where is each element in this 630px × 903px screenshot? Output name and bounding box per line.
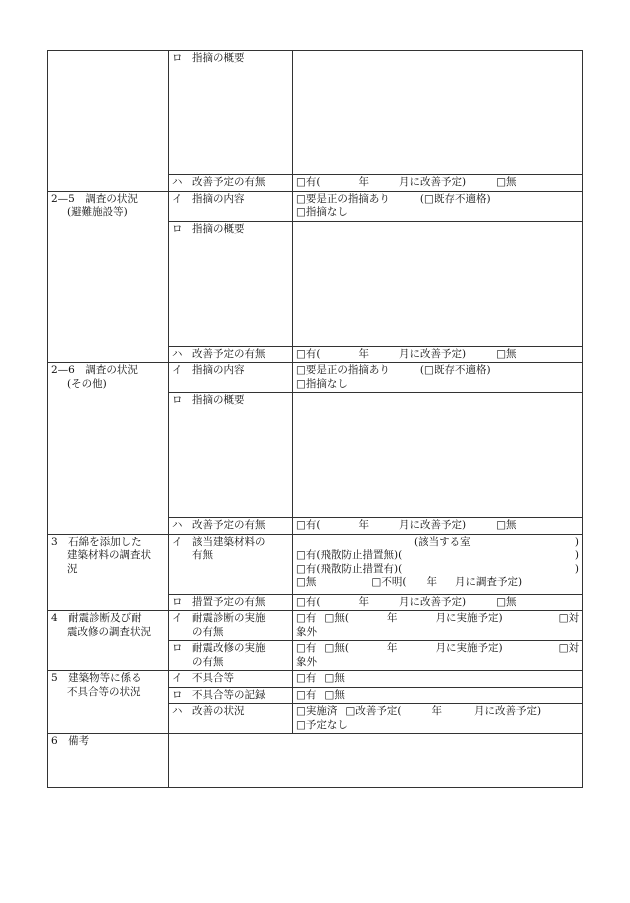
s4-title-cell xyxy=(48,611,169,671)
s3-title-line1: 3 石綿を添加した xyxy=(51,535,142,548)
s4-ro-yes[interactable]: □有 xyxy=(296,642,317,654)
s5-title-line2: 不具合等の状況 xyxy=(67,685,141,698)
s3-i-label-line2: 有無 xyxy=(192,549,213,561)
s3-i-row xyxy=(48,534,583,594)
s5-title-cell xyxy=(48,671,169,734)
s4-i-mark: イ xyxy=(172,612,183,624)
s25-ro-label: 指摘の概要 xyxy=(192,222,245,235)
s26-ha-mark: ハ xyxy=(172,519,183,531)
s4-i-label-line1: 耐震診断の実施 xyxy=(192,612,266,624)
s24-ro-label: 指摘の概要 xyxy=(192,52,245,64)
s25-summary-cell[interactable] xyxy=(293,221,583,346)
s3-ro-label: 措置予定の有無 xyxy=(192,595,266,608)
s4-i-month: 月に実施予定) xyxy=(435,612,503,624)
s5-i-row xyxy=(48,671,583,688)
s5-ha-month: 月に改善予定) xyxy=(473,705,542,717)
s26-opt-none[interactable]: □指摘なし xyxy=(296,377,348,390)
s4-title-line2: 震改修の調査状況 xyxy=(67,625,151,638)
s26-i-label: 指摘の内容 xyxy=(192,364,245,376)
s26-opt-existing[interactable]: (□既存不適格) xyxy=(419,364,491,376)
s6-remarks-cell[interactable] xyxy=(169,734,583,788)
s3-opt-none[interactable]: □無 xyxy=(296,576,317,588)
s3-year: 年 xyxy=(426,576,437,588)
s25-title-cell xyxy=(48,191,169,363)
s3-ro-month: 月に改善予定) xyxy=(399,595,467,608)
s25-ha-mark: ハ xyxy=(172,347,183,360)
s3-opt-measure-close: ) xyxy=(574,562,579,575)
s24-improvement-plan[interactable] xyxy=(293,175,583,192)
s3-ro-no[interactable]: □無 xyxy=(496,595,517,608)
s24-ha-yes[interactable]: □有( xyxy=(296,176,321,188)
s5-i-mark: イ xyxy=(172,672,183,684)
s4-ro-year: 年 xyxy=(386,642,398,654)
s25-subtitle: (避難施設等) xyxy=(67,206,128,218)
s25-ha-no[interactable]: □無 xyxy=(496,347,517,360)
s4-ro-month: 月に実施予定) xyxy=(435,642,503,654)
s24-ha-month: 月に改善予定) xyxy=(399,176,467,188)
s5-defects-cell xyxy=(293,671,583,688)
s25-opt-correction[interactable]: □要是正の指摘あり xyxy=(296,192,390,205)
s6-title-cell xyxy=(48,734,169,788)
s4-i-exempt[interactable]: □対 xyxy=(558,612,579,624)
s5-ha-year: 年 xyxy=(431,705,442,717)
s24-ha-year: 年 xyxy=(358,176,370,188)
s3-opt-no-measure[interactable]: □有(飛散防止措置無)( xyxy=(296,549,403,561)
s3-room-close: ) xyxy=(574,535,579,548)
s4-ro-no[interactable]: □無( xyxy=(324,642,349,654)
s4-i-no[interactable]: □無( xyxy=(324,612,349,624)
s5-improvement-cell xyxy=(293,704,583,734)
s4-title-line1: 4 耐震診断及び耐 xyxy=(51,612,142,624)
s25-ha-yes[interactable]: □有( xyxy=(296,347,321,360)
s5-ro-mark: ロ xyxy=(172,688,183,701)
s4-retrofit-cell xyxy=(293,641,583,671)
s5-title-line1: 5 建築物等に係る xyxy=(51,672,142,684)
s24-ha-label: 改善予定の有無 xyxy=(192,176,266,188)
s3-title-line3: 況 xyxy=(67,562,78,575)
s25-i-label: 指摘の内容 xyxy=(192,192,245,205)
s5-i-yes[interactable]: □有 xyxy=(296,672,317,684)
s26-subtitle: (その他) xyxy=(67,377,107,390)
s4-diagnosis-cell xyxy=(293,611,583,641)
s3-ro-yes[interactable]: □有( xyxy=(296,595,321,608)
s26-ro-mark: ロ xyxy=(172,394,183,406)
s4-i-label-line2: の有無 xyxy=(192,625,224,638)
s25-opt-none[interactable]: □指摘なし xyxy=(296,206,348,218)
s4-i-exempt-cont: 象外 xyxy=(296,625,317,638)
s5-ha-plan[interactable]: □改善予定( xyxy=(345,705,402,717)
s25-i-row xyxy=(48,191,583,221)
s3-ro-year: 年 xyxy=(358,595,370,608)
s5-ha-none[interactable]: □予定なし xyxy=(296,718,348,731)
s26-i-mark: イ xyxy=(172,364,183,376)
s3-i-label-line1: 該当建築材料の xyxy=(192,535,266,548)
s25-findings-cell xyxy=(293,191,583,221)
s25-ha-label: 改善予定の有無 xyxy=(192,347,266,360)
s3-asbestos-cell xyxy=(293,534,583,594)
s5-ha-label: 改善の状況 xyxy=(192,705,245,717)
s25-ha-month: 月に改善予定) xyxy=(399,347,467,360)
s4-ro-label-line2: の有無 xyxy=(192,655,224,668)
s4-i-row xyxy=(48,611,583,641)
s26-ro-label: 指摘の概要 xyxy=(192,394,245,406)
s26-title: 2—6 調査の状況 xyxy=(51,364,138,376)
s26-ha-year: 年 xyxy=(358,519,370,531)
s26-i-row xyxy=(48,363,583,393)
s5-ha-done[interactable]: □実施済 xyxy=(296,705,338,717)
s3-opt-measure[interactable]: □有(飛散防止措置有)( xyxy=(296,562,403,575)
s6-title: 6 備考 xyxy=(51,735,90,747)
s4-ro-label-line1: 耐震改修の実施 xyxy=(192,642,266,654)
s4-ro-exempt-cont: 象外 xyxy=(296,655,317,668)
s24-summary-cell[interactable] xyxy=(293,51,583,175)
s24-title-cell xyxy=(48,51,169,192)
s26-improvement-plan[interactable] xyxy=(293,518,583,535)
s5-i-label: 不具合等 xyxy=(192,672,234,684)
inspection-form-table xyxy=(47,50,583,788)
s4-ro-exempt[interactable]: □対 xyxy=(558,642,579,654)
s3-opt-unknown[interactable]: □不明( xyxy=(371,576,407,588)
s25-title: 2—5 調査の状況 xyxy=(51,192,138,205)
s26-opt-correction[interactable]: □要是正の指摘あり xyxy=(296,364,390,376)
s5-ha-mark: ハ xyxy=(172,705,183,717)
s3-measure-plan[interactable] xyxy=(293,594,583,611)
s5-i-no[interactable]: □無 xyxy=(324,672,345,684)
s4-ro-mark: ロ xyxy=(172,642,183,654)
s5-records-cell xyxy=(293,687,583,704)
s26-ha-no[interactable]: □無 xyxy=(496,519,517,531)
s26-summary-cell[interactable] xyxy=(293,393,583,518)
s3-title-cell xyxy=(48,534,169,611)
s3-month: 月に調査予定) xyxy=(454,576,523,588)
s3-i-mark: イ xyxy=(172,535,183,548)
s6-row xyxy=(48,734,583,788)
s26-ha-label: 改善予定の有無 xyxy=(192,519,266,531)
s3-opt-no-measure-close: ) xyxy=(574,549,579,561)
s25-i-mark: イ xyxy=(172,192,183,205)
s5-ro-no[interactable]: □無 xyxy=(324,688,345,701)
s4-i-yes[interactable]: □有 xyxy=(296,612,317,624)
s24-ro-mark: ロ xyxy=(172,52,183,64)
s25-ro-mark: ロ xyxy=(172,222,183,235)
s25-ha-year: 年 xyxy=(358,347,370,360)
s24-ro-row xyxy=(48,51,583,175)
s24-ha-mark: ハ xyxy=(172,176,183,188)
s4-i-year: 年 xyxy=(386,612,398,624)
s3-ro-mark: ロ xyxy=(172,595,183,608)
s25-opt-existing[interactable]: (□既存不適格) xyxy=(419,192,491,205)
s3-title-line2: 建築材料の調査状 xyxy=(67,549,151,561)
s25-improvement-plan[interactable] xyxy=(293,346,583,363)
s3-room[interactable]: (該当する室 xyxy=(414,535,471,548)
s26-title-cell xyxy=(48,363,169,535)
s5-ro-label: 不具合等の記録 xyxy=(192,688,266,701)
s24-ha-no[interactable]: □無 xyxy=(496,176,517,188)
s26-ha-yes[interactable]: □有( xyxy=(296,519,321,531)
s26-findings-cell xyxy=(293,363,583,393)
s5-ro-yes[interactable]: □有 xyxy=(296,688,317,701)
s26-ha-month: 月に改善予定) xyxy=(399,519,467,531)
